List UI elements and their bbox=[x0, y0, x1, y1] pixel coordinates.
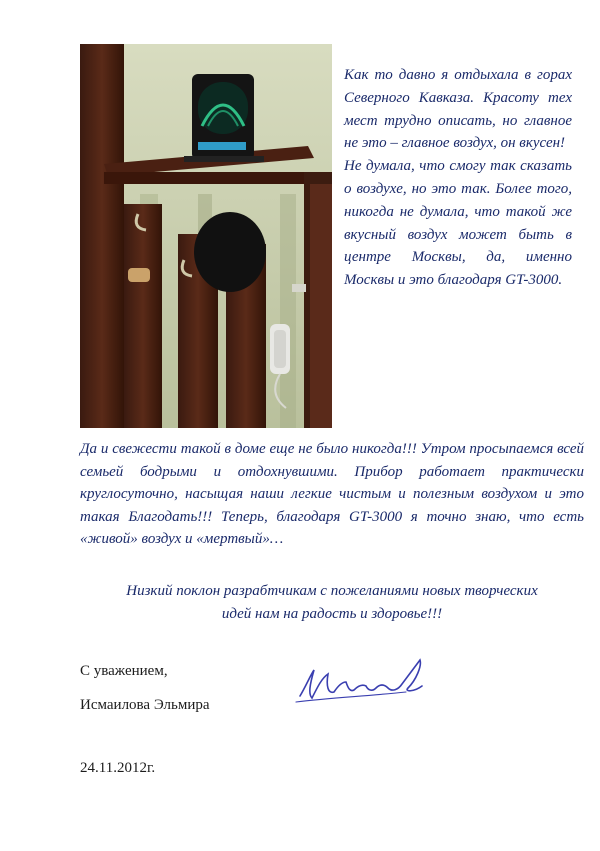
handwritten-signature bbox=[288, 646, 448, 718]
main-text-block bbox=[80, 438, 584, 551]
photo-illustration bbox=[80, 44, 332, 428]
signature-greeting: С уважением, bbox=[80, 663, 168, 679]
signature-name: Исмаилова Эльмира bbox=[80, 697, 210, 713]
paragraph-caucasus: Как то давно я отдыхала в горах Северного Кавказа. Красоту тех мест трудно описать, но главное не это – главное воздух, он вкусен! bbox=[344, 67, 572, 152]
paragraph-moscow-air: Не думала, что смогу так сказать о воздухе, но это так. Более того, никогда не думала, что такой же вкусный воздух может быть в центре Москвы, да, именно Москвы и это благодаря GT-3000. bbox=[344, 158, 572, 289]
side-text-block bbox=[344, 64, 572, 292]
letter-date: 24.11.2012г. bbox=[80, 760, 156, 776]
paragraph-freshness: Да и свежести такой в доме еще не было никогда!!! Утром просыпаемся всей семьей бодрыми и отдохнувшими. Прибор работает практически круглосуточно, насыщая наши легкие чистым и полезным воздухом и это такая Благодать!!! Теперь, благодаря GT-3000 я точно знаю, что есть «живой» воздух и «мертвый»… bbox=[80, 441, 584, 548]
photo-interior-air-purifier bbox=[80, 44, 332, 428]
closing-thanks bbox=[80, 580, 584, 626]
closing-line-2: идей нам на радость и здоровье!!! bbox=[221, 605, 443, 622]
closing-line-1: Низкий поклон разрабтчикам с пожеланиями новых творческих bbox=[126, 583, 538, 599]
